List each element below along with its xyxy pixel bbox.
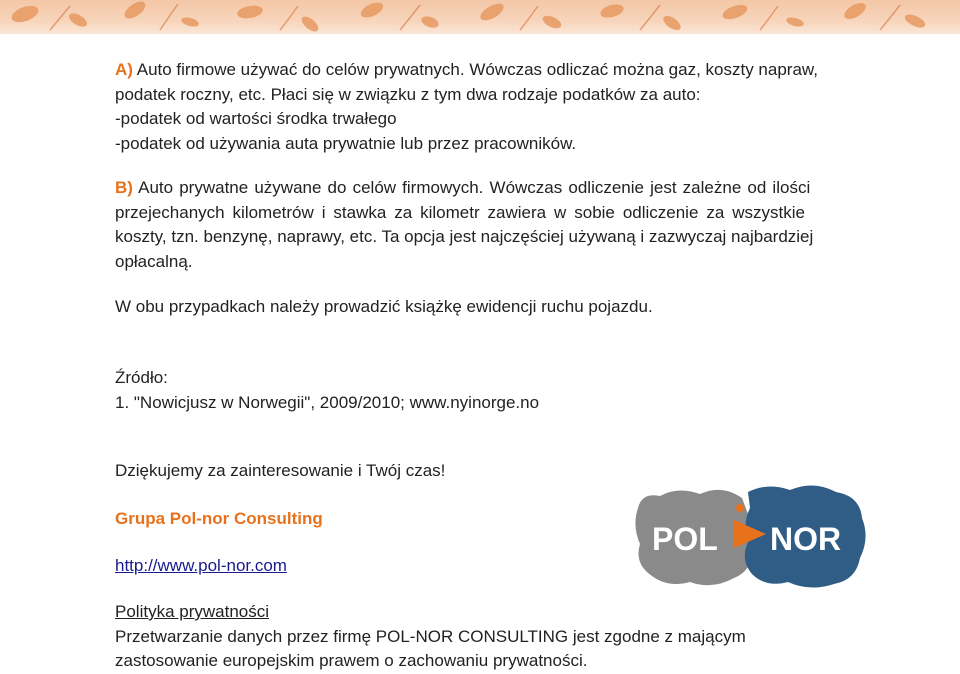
thanks-text: Dziękujemy za zainteresowanie i Twój czas!	[115, 461, 446, 480]
source-heading: Źródło:	[115, 368, 168, 387]
privacy-section	[115, 600, 847, 674]
section-b-line-3: koszty, tzn. benzynę, naprawy, etc. Ta opcja jest najczęściej używaną i zazwyczaj najbardziej	[115, 227, 814, 246]
section-b-label: B)	[115, 178, 133, 197]
company-name: Grupa Pol-nor Consulting	[115, 509, 323, 528]
section-b-line-1	[115, 176, 847, 201]
section-a-label: A)	[115, 60, 133, 79]
section-a-line-3: -podatek od wartości środka trwałego	[115, 109, 397, 128]
section-a-line-2: podatek roczny, etc. Płaci się w związku z tym dwa rodzaje podatków za auto:	[115, 84, 701, 104]
logo-text-pol: POL	[652, 521, 718, 557]
leaf-pattern-icon	[0, 0, 960, 34]
section-a-line-1	[115, 58, 850, 83]
pol-nor-logo-image	[630, 478, 870, 596]
source-item: 1. "Nowicjusz w Norwegii", 2009/2010; www.nyinorge.no	[115, 392, 540, 412]
pol-nor-logo	[630, 478, 870, 596]
privacy-heading-link[interactable]: Polityka prywatności	[115, 602, 270, 621]
privacy-line-1: Przetwarzanie danych przez firmę POL-NOR CONSULTING jest zgodne z mającym	[115, 626, 746, 646]
decorative-banner	[0, 0, 960, 34]
section-b-text-1: Auto prywatne używane do celów firmowych. Wówczas odliczenie jest zależne od ilości	[132, 178, 811, 197]
section-a-paragraph	[115, 58, 850, 156]
section-a-text-1: Auto firmowe używać do celów prywatnych. Wówczas odliczać można gaz, koszty napraw,	[132, 60, 818, 79]
website-link[interactable]: http://www.pol-nor.com	[115, 556, 287, 575]
source-section	[115, 366, 847, 415]
both-cases-note: W obu przypadkach należy prowadzić książkę ewidencji ruchu pojazdu.	[115, 297, 653, 316]
section-b-line-4: opłacalną.	[115, 251, 193, 271]
section-b-paragraph	[115, 176, 847, 274]
section-b-line-2: przejechanych kilometrów i stawka za kilometr zawiera w sobie odliczenie za wszystkie	[115, 202, 805, 222]
logo-text-nor: NOR	[770, 521, 842, 557]
section-a-line-4: -podatek od używania auta prywatnie lub przez pracowników.	[115, 133, 577, 153]
privacy-line-2: zastosowanie europejskim prawem o zachowaniu prywatności.	[115, 651, 588, 670]
